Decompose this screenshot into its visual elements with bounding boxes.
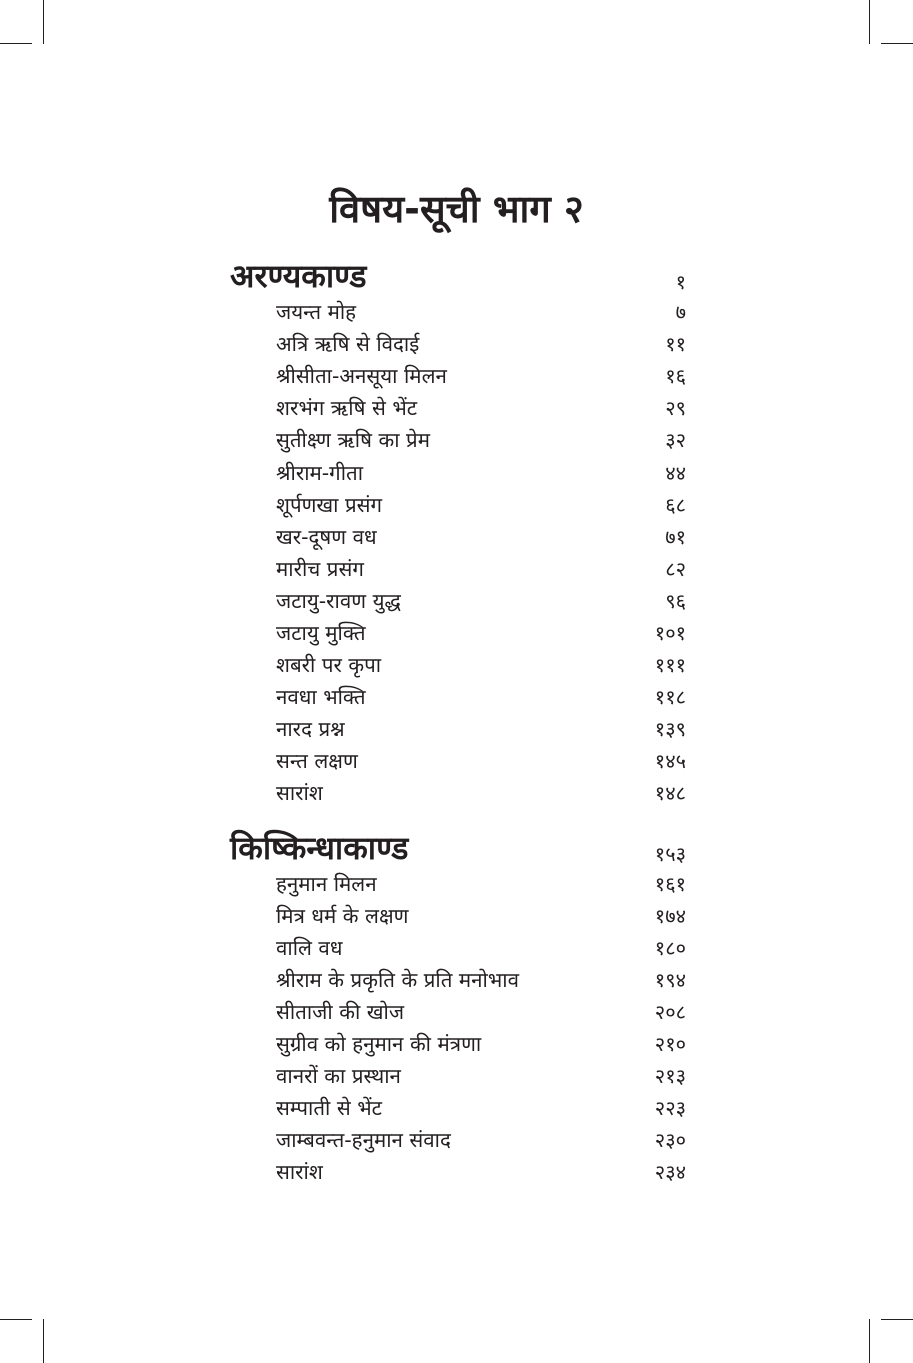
section-title: किष्किन्धाकाण्ड xyxy=(230,828,409,867)
entry-page-number: २१३ xyxy=(654,1064,686,1089)
entry-label: शूर्पणखा प्रसंग xyxy=(276,492,383,517)
entry-page-number: ११८ xyxy=(654,685,686,710)
entry-page-number: ३२ xyxy=(665,428,686,453)
entry-page-number: १६ xyxy=(665,364,686,389)
crop-mark-bottom-right-horizontal xyxy=(881,1319,913,1320)
entry-page-number: ७१ xyxy=(665,524,686,549)
entry-label: जटायु-रावण युद्ध xyxy=(276,588,401,613)
section-page-number: १५३ xyxy=(654,841,686,866)
toc-entry[interactable] xyxy=(230,521,686,553)
entry-page-number: १७४ xyxy=(654,903,686,928)
entry-page-number: ११ xyxy=(665,332,686,357)
toc-entry[interactable] xyxy=(230,392,686,424)
entry-page-number: १९४ xyxy=(654,967,686,992)
entry-label: सारांश xyxy=(276,781,323,806)
toc-entry[interactable] xyxy=(230,424,686,456)
entry-label: जटायु मुक्ति xyxy=(276,620,366,645)
crop-mark-bottom-left-horizontal xyxy=(0,1319,32,1320)
page-title: विषय-सूची भाग २ xyxy=(329,187,584,231)
toc-entry[interactable] xyxy=(230,617,686,649)
toc-entry[interactable] xyxy=(230,964,686,996)
entry-label: सुतीक्ष्ण ऋषि का प्रेम xyxy=(276,428,430,453)
entry-label: सीताजी की खोज xyxy=(276,999,405,1024)
toc-entry[interactable] xyxy=(230,360,686,392)
section-heading-row[interactable] xyxy=(230,256,686,296)
toc-entry[interactable] xyxy=(230,1092,686,1124)
entry-page-number: ९६ xyxy=(665,588,686,613)
entry-label: वानरों का प्रस्थान xyxy=(276,1064,401,1089)
entry-page-number: ६८ xyxy=(665,492,686,517)
entry-page-number: २३० xyxy=(654,1128,686,1153)
entry-page-number: २९ xyxy=(665,396,686,421)
toc-entry[interactable] xyxy=(230,456,686,488)
entry-page-number: १३९ xyxy=(654,717,686,742)
toc-entry[interactable] xyxy=(230,1124,686,1156)
toc-entry[interactable] xyxy=(230,745,686,777)
entry-label: मारीच प्रसंग xyxy=(276,556,364,581)
toc-entry[interactable] xyxy=(230,713,686,745)
toc-entry[interactable] xyxy=(230,328,686,360)
entry-label: मित्र धर्म के लक्षण xyxy=(276,903,409,928)
entry-page-number: ४४ xyxy=(665,460,686,485)
entry-label: अत्रि ऋषि से विदाई xyxy=(276,332,420,357)
entry-page-number: ७ xyxy=(675,300,686,325)
section-heading-row[interactable] xyxy=(230,820,686,868)
entry-label: खर-दूषण वध xyxy=(276,524,377,549)
entry-page-number: १४५ xyxy=(654,749,686,774)
entry-page-number: १६१ xyxy=(654,871,686,896)
toc-entry[interactable] xyxy=(230,489,686,521)
crop-mark-bottom-right-vertical xyxy=(869,1319,870,1363)
toc-entry[interactable] xyxy=(230,900,686,932)
entry-page-number: १८० xyxy=(654,935,686,960)
crop-mark-top-right-vertical xyxy=(869,0,870,44)
crop-mark-bottom-left-vertical xyxy=(43,1319,44,1363)
entry-page-number: १०१ xyxy=(654,620,686,645)
toc-entry[interactable] xyxy=(230,585,686,617)
entry-label: जयन्त मोह xyxy=(276,300,357,325)
toc-entry[interactable] xyxy=(230,649,686,681)
toc-entry[interactable] xyxy=(230,1028,686,1060)
entry-page-number: २०८ xyxy=(654,999,686,1024)
toc-entry[interactable] xyxy=(230,777,686,809)
section-page-number: १ xyxy=(675,270,686,294)
entry-label: सन्त लक्षण xyxy=(276,749,358,774)
entry-label: जाम्बवन्त-हनुमान संवाद xyxy=(276,1128,451,1153)
entry-label: नवधा भक्ति xyxy=(276,685,366,710)
toc-entry[interactable] xyxy=(230,681,686,713)
entry-page-number: ८२ xyxy=(665,556,686,581)
crop-mark-top-left-vertical xyxy=(43,0,44,44)
entry-label: नारद प्रश्न xyxy=(276,717,345,742)
entry-label: शरभंग ऋषि से भेंट xyxy=(276,396,418,421)
toc-entry[interactable] xyxy=(230,868,686,900)
entry-page-number: १११ xyxy=(654,653,686,678)
section-title: अरण्यकाण्ड xyxy=(230,257,367,295)
crop-mark-top-left-horizontal xyxy=(0,43,32,44)
entry-page-number: २३४ xyxy=(654,1160,686,1185)
toc-entry[interactable] xyxy=(230,996,686,1028)
entry-label: वालि वध xyxy=(276,935,343,960)
toc-entry[interactable] xyxy=(230,1156,686,1188)
toc-entry[interactable] xyxy=(230,932,686,964)
entry-label: श्रीराम-गीता xyxy=(276,460,364,485)
entry-label: सम्पाती से भेंट xyxy=(276,1096,382,1121)
entry-label: सुग्रीव को हनुमान की मंत्रणा xyxy=(276,1032,482,1057)
entry-label: श्रीराम के प्रकृति के प्रति मनोभाव xyxy=(276,967,519,992)
entry-page-number: २२३ xyxy=(654,1096,686,1121)
entry-label: सारांश xyxy=(276,1160,323,1185)
crop-mark-top-right-horizontal xyxy=(881,43,913,44)
toc-entry[interactable] xyxy=(230,1060,686,1092)
table-of-contents xyxy=(230,256,686,1188)
entry-page-number: २१० xyxy=(654,1032,686,1057)
entry-label: श्रीसीता-अनसूया मिलन xyxy=(276,364,447,389)
entry-page-number: १४८ xyxy=(654,781,686,806)
entry-label: शबरी पर कृपा xyxy=(276,653,382,678)
entry-label: हनुमान मिलन xyxy=(276,871,377,896)
toc-entry[interactable] xyxy=(230,553,686,585)
toc-entry[interactable] xyxy=(230,296,686,328)
